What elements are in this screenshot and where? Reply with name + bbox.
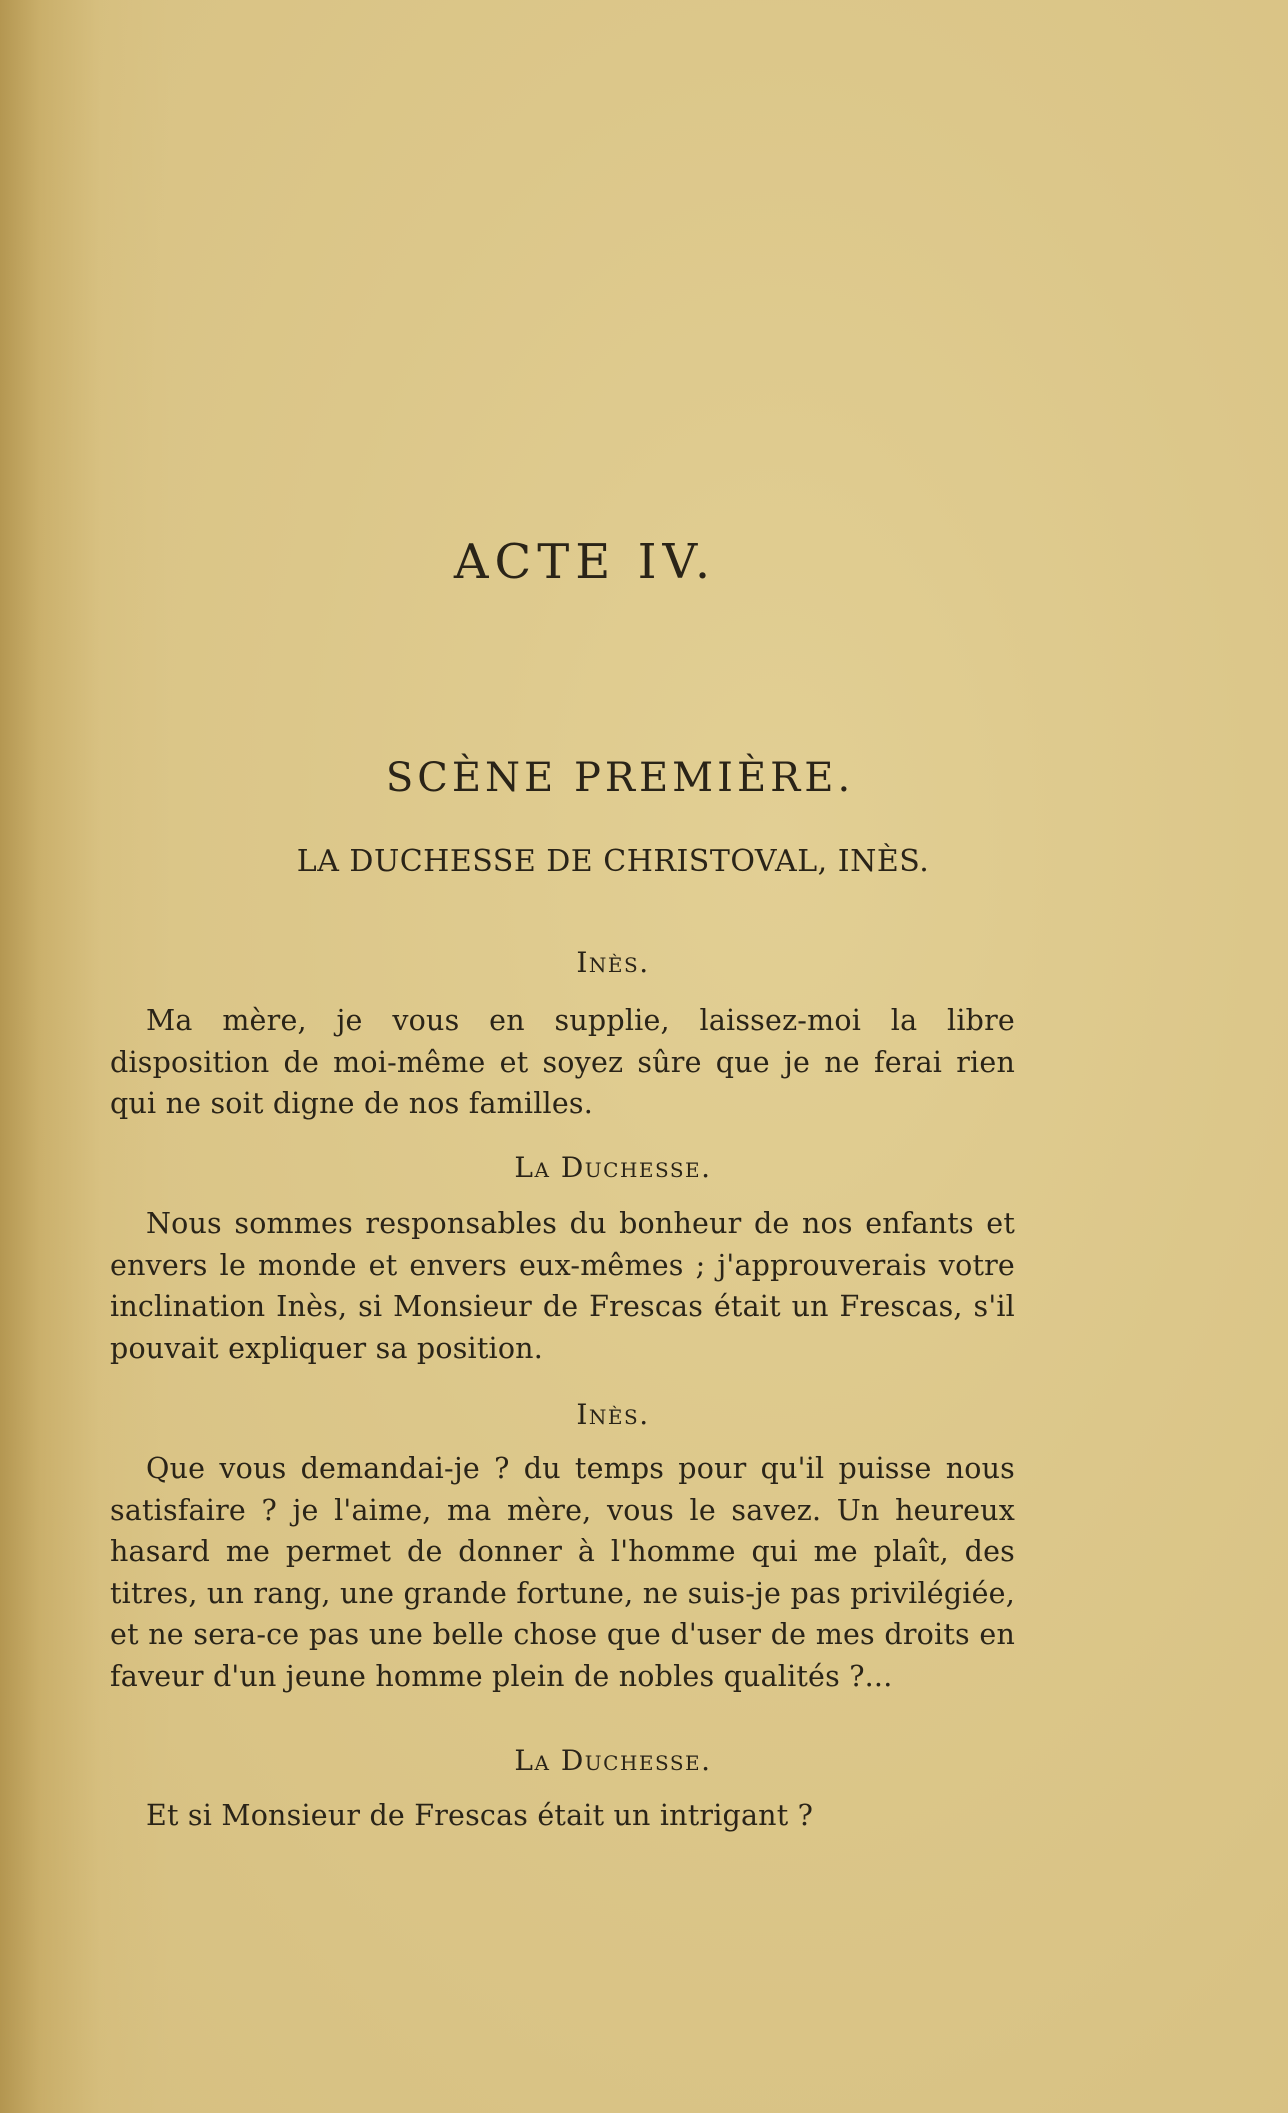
speaker-name: La Duchesse. <box>514 1151 712 1184</box>
speech-text: Ma mère, je vous en supplie, laissez-moi la libre disposition de moi-même et soyez sûre que je ne ferai rien qui ne soit digne de nos familles. <box>110 1004 1015 1120</box>
scene-heading: SCÈNE PREMIÈRE. <box>385 755 855 801</box>
speech-block <box>110 1203 1015 1369</box>
speaker-name: La Duchesse. <box>514 1744 712 1777</box>
speaker-name: Inès. <box>576 946 650 979</box>
speech-block <box>110 1795 1015 1837</box>
speech-text: Nous sommes responsables du bonheur de nos enfants et envers le monde et envers eux-mêmes ; j'approuverais votre inclination Inès, si Monsieur de Frescas était un Frescas, s'il pouvait expliquer sa position. <box>110 1207 1015 1365</box>
speech-block <box>110 1448 1015 1697</box>
speech-block <box>110 1000 1015 1125</box>
speech-text: Et si Monsieur de Frescas était un intrigant ? <box>146 1799 814 1832</box>
speaker-name: Inès. <box>576 1398 650 1431</box>
act-heading: ACTE IV. <box>453 534 717 590</box>
characters-line: LA DUCHESSE DE CHRISTOVAL, INÈS. <box>296 844 930 879</box>
speech-text: Que vous demandai-je ? du temps pour qu'il puisse nous satisfaire ? je l'aime, ma mère, vous le savez. Un heureux hasard me permet de donner à l'homme qui me plaît, des titres, un rang, une grande fortune, ne suis-je pas privilégiée, et ne sera-ce pas une belle chose que d'user de mes droits en faveur d'un jeune homme plein de nobles qualités ?... <box>110 1452 1015 1693</box>
